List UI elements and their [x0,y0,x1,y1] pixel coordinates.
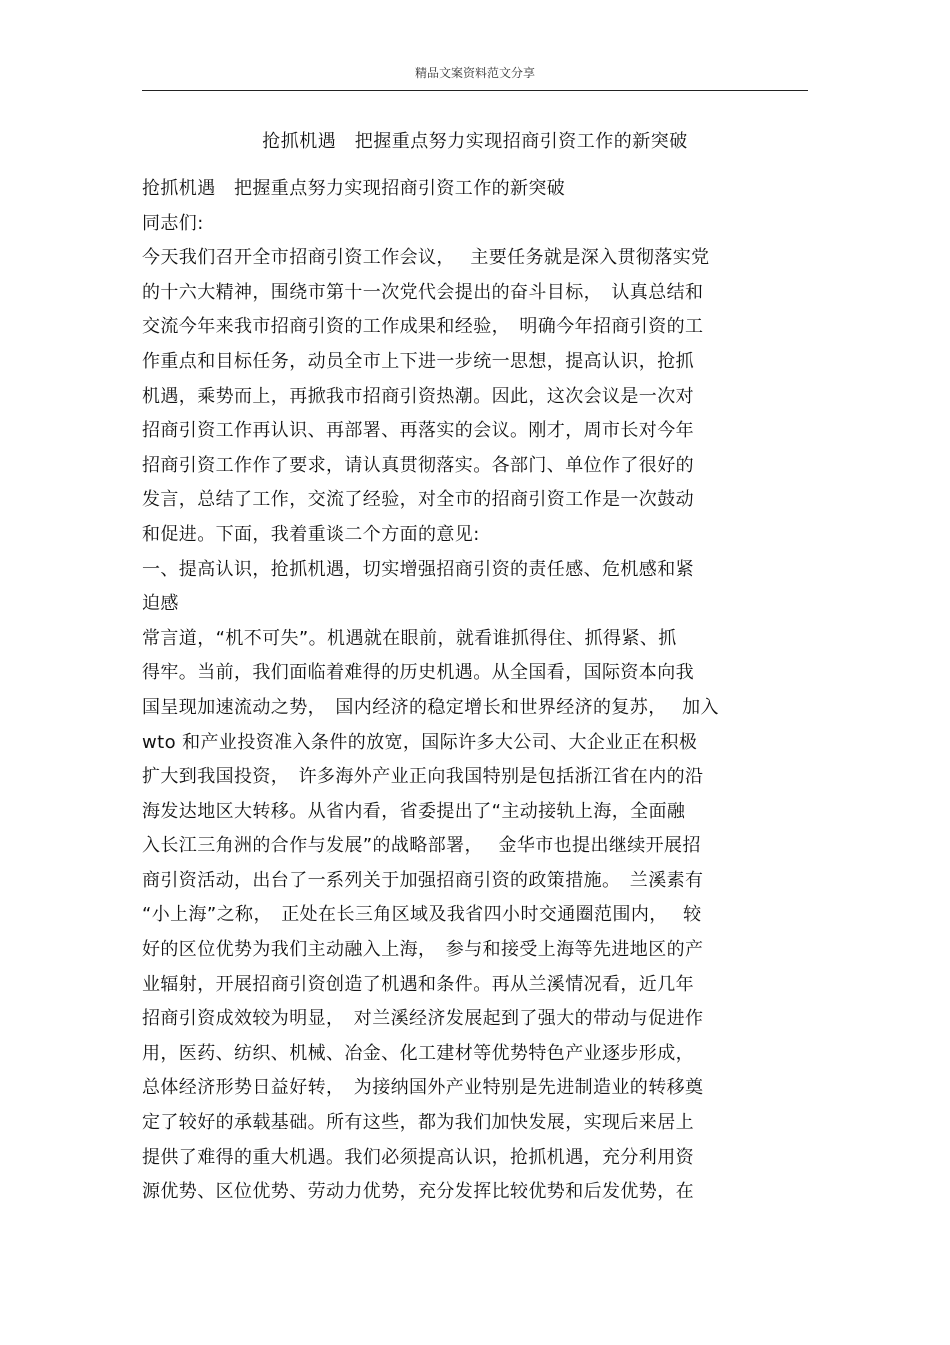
body-line: wto 和产业投资准入条件的放宽，国际许多大公司、大企业正在积极 [142,731,698,753]
body-line: 源优势、区位优势、劳动力优势，充分发挥比较优势和后发优势，在 [142,1181,694,1203]
body-line: 抢抓机遇 把握重点努力实现招商引资工作的新突破 [142,178,566,199]
body-line: 得牢。当前，我们面临着难得的历史机遇。从全国看，国际资本向我 [142,662,694,684]
header-divider [142,90,808,91]
body-line: 海发达地区大转移。从省内看，省委提出了“主动接轨上海，全面融 [142,800,686,822]
body-line: 和促进。下面，我着重谈二个方面的意见: [142,523,480,545]
body-line: 招商引资工作再认识、再部署、再落实的会议。刚才，周市长对今年 [142,420,694,442]
body-line: 入长江三角洲的合作与发展”的战略部署， 金华市也提出继续开展招 [142,835,701,857]
body-line: 国呈现加速流动之势， 国内经济的稳定增长和世界经济的复苏， 加入 [142,696,719,718]
body-line: 用，医药、纺织、机械、冶金、化工建材等优势特色产业逐步形成， [142,1042,694,1064]
body-line: 今天我们召开全市招商引资工作会议， 主要任务就是深入贯彻落实党 [142,247,710,269]
body-line: 招商引资工作作了要求，请认真贯彻落实。各部门、单位作了很好的 [142,454,694,476]
section-heading: 一、提高认识，抢抓机遇，切实增强招商引资的责任感、危机感和紧 [142,558,694,580]
body-line: 提供了难得的重大机遇。我们必须提高认识，抢抓机遇，充分利用资 [142,1146,694,1168]
body-line: 扩大到我国投资， 许多海外产业正向我国特别是包括浙江省在内的沿 [142,766,704,788]
body-line: 机遇，乘势而上，再掀我市招商引资热潮。因此，这次会议是一次对 [142,385,694,407]
body-line: 同志们: [142,212,204,234]
body-line: 商引资活动，出台了一系列关于加强招商引资的政策措施。 兰溪素有 [142,869,704,891]
body-line: 发言，总结了工作，交流了经验，对全市的招商引资工作是一次鼓动 [142,489,694,511]
page-header: 精品文案资料范文分享 [414,66,535,80]
document-body [142,172,812,1210]
body-line: 作重点和目标任务，动员全市上下进一步统一思想，提高认识，抢抓 [142,350,694,372]
body-line: 的十六大精神，围绕市第十一次党代会提出的奋斗目标， 认真总结和 [142,281,704,303]
body-line: 好的区位优势为我们主动融入上海， 参与和接受上海等先进地区的产 [142,939,704,961]
body-line: 总体经济形势日益好转， 为接纳国外产业特别是先进制造业的转移奠 [142,1077,704,1099]
body-line: 招商引资成效较为明显， 对兰溪经济发展起到了强大的带动与促进作 [142,1008,704,1030]
body-line: 常言道，“机不可失”。机遇就在眼前，就看谁抓得住、抓得紧、抓 [142,627,677,649]
body-line: 定了较好的承载基础。所有这些，都为我们加快发展，实现后来居上 [142,1112,694,1134]
body-line: 业辐射，开展招商引资创造了机遇和条件。再从兰溪情况看，近几年 [142,973,694,995]
body-line: “小上海”之称， 正处在长三角区域及我省四小时交通圈范围内， 较 [142,904,702,926]
document-title: 抢抓机遇 把握重点努力实现招商引资工作的新突破 [262,131,688,152]
body-line: 交流今年来我市招商引资的工作成果和经验， 明确今年招商引资的工 [142,316,704,338]
section-heading: 迫感 [142,593,179,615]
